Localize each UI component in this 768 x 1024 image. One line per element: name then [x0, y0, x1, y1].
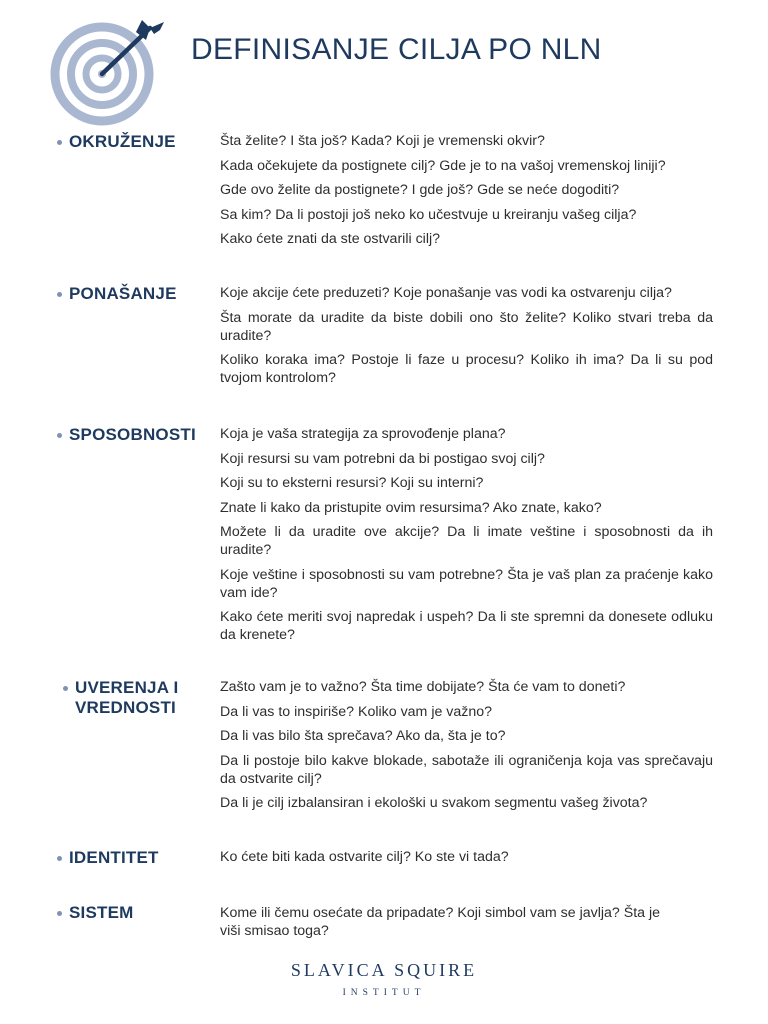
question-list: [220, 848, 713, 873]
question: Da li vas to inspiriše? Koliko vam je važno?: [220, 703, 493, 720]
question: Gde ovo želite da postignete? I gde još? Gde se neće dogoditi?: [220, 182, 620, 198]
question: Kako ćete znati da ste ostvarili cilj?: [220, 231, 441, 247]
question-list: [220, 132, 713, 255]
question-list: [220, 904, 670, 947]
question: Koji resursi su vam potrebni da bi postigao svoj cilj?: [220, 450, 545, 467]
question: Šta želite? I šta još? Kada? Koji je vremenski okvir?: [220, 133, 545, 149]
question: Da li vas bilo šta sprečava? Ako da, šta je to?: [220, 728, 506, 744]
question-list: [220, 425, 713, 651]
section-label: PONAŠANJE: [57, 284, 177, 304]
bullet-icon: [57, 856, 62, 861]
question: Kada očekujete da postignete cilj? Gde je to na vašoj vremenskoj liniji?: [220, 157, 666, 174]
question-list: [220, 678, 713, 819]
question: Kako ćete meriti svoj napredak i uspeh? Da li ste spremni da donesete odluku da krenete?: [220, 609, 713, 643]
section-label: SPOSOBNOSTI: [57, 425, 196, 445]
page-title: DEFINISANJE CILJA PO NLN: [191, 33, 602, 66]
bullet-icon: [57, 911, 62, 916]
section-label: OKRUŽENJE: [57, 132, 176, 152]
footer-brand: SLAVICA SQUIRE: [290, 960, 478, 980]
question: Kome ili čemu osećate da pripadate? Koji simbol vam se javlja? Šta je viši smisao toga?: [220, 905, 661, 939]
question: Koje akcije ćete preduzeti? Koje ponašanje vas vodi ka ostvarenju cilja?: [220, 285, 672, 301]
target-with-arrow-icon: [50, 16, 170, 126]
question: Možete li da uradite ove akcije? Da li imate veštine i sposobnosti da ih uradite?: [220, 524, 713, 558]
section-label: SISTEM: [57, 903, 134, 923]
section-label: IDENTITET: [57, 848, 159, 868]
question: Šta morate da uradite da biste dobili ono što želite? Koliko stvari treba da uradite?: [220, 309, 713, 344]
question: Koje veštine i sposobnosti su vam potrebne? Šta je vaš plan za praćenje kako vam ide?: [220, 566, 713, 601]
footer-subtitle: INSTITUT: [342, 988, 426, 998]
question-list: [220, 284, 713, 394]
bullet-icon: [57, 433, 62, 438]
question: Da li postoje bilo kakve blokade, sabotaže ili ograničenja koja vas sprečavaju da ostvarite cilj?: [220, 752, 713, 787]
bullet-icon: [57, 292, 62, 297]
bullet-icon: [63, 686, 68, 691]
question: Zašto vam je to važno? Šta time dobijate? Šta će vam to doneti?: [220, 679, 626, 695]
bullet-icon: [57, 140, 62, 145]
question: Znate li kako da pristupite ovim resursima? Ako znate, kako?: [220, 499, 602, 516]
question: Koji su to eksterni resursi? Koji su interni?: [220, 475, 484, 491]
question: Koja je vaša strategija za sprovođenje plana?: [220, 426, 506, 442]
question: Ko ćete biti kada ostvarite cilj? Ko ste vi tada?: [220, 849, 509, 865]
question: Sa kim? Da li postoji još neko ko učestvuje u kreiranju vašeg cilja?: [220, 206, 637, 223]
question: Koliko koraka ima? Postoje li faze u procesu? Koliko ih ima? Da li su pod tvojom kontrolom?: [220, 352, 713, 386]
question: Da li je cilj izbalansiran i ekološki u svakom segmentu vašeg života?: [220, 795, 648, 811]
section-label: UVERENJA I VREDNOSTI: [63, 678, 178, 718]
